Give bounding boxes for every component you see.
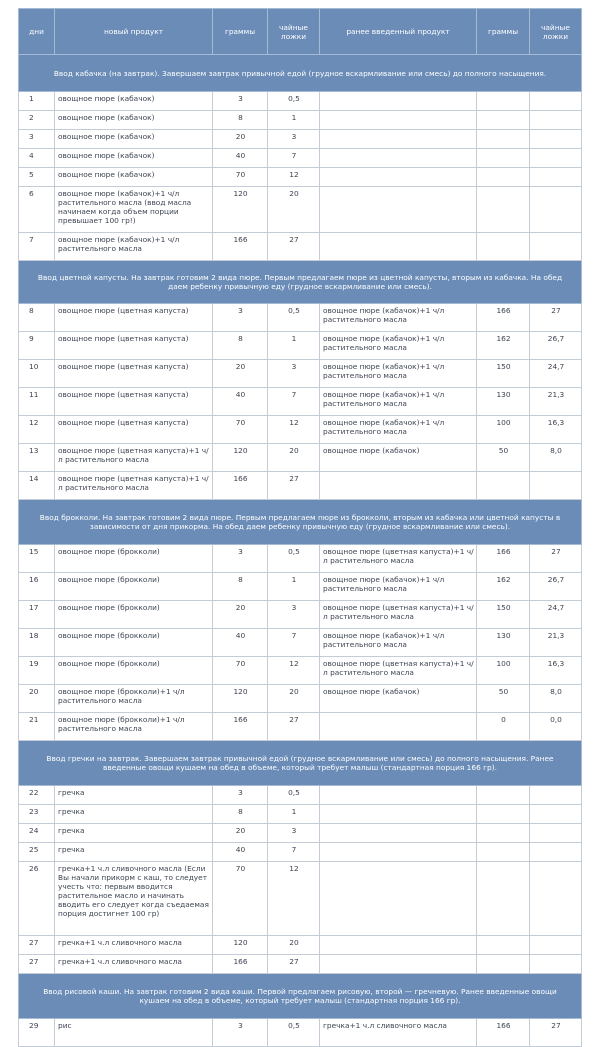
table-row — [19, 168, 582, 187]
grams-cell: 40 — [213, 843, 268, 862]
grams-cell: 70 — [213, 862, 268, 936]
teaspoons-cell: 20 — [268, 187, 320, 233]
grams-cell: 40 — [213, 388, 268, 416]
header-previous-teaspoons: чайные ложки — [530, 9, 582, 55]
grams-cell: 8 — [213, 111, 268, 130]
day-cell: 7 — [19, 233, 55, 261]
section-title: Ввод кабачка (на завтрак). Завершаем завтрак привычной едой (грудное вскармливание или смесь) до полного насыщения. — [19, 55, 582, 92]
table-body — [19, 55, 582, 1047]
previous-product-cell: овощное пюре (кабачок)+1 ч/л растительного масла — [320, 416, 477, 444]
teaspoons-cell: 1 — [268, 111, 320, 130]
new-product-cell: овощное пюре (кабачок)+1 ч/л растительного масла (ввод масла начинаем когда объем порции превышает 100 гр!) — [55, 187, 213, 233]
section-header-row — [19, 261, 582, 304]
table-row — [19, 92, 582, 111]
previous-grams-cell: 130 — [477, 388, 530, 416]
previous-grams-cell: 50 — [477, 685, 530, 713]
day-cell: 10 — [19, 360, 55, 388]
previous-grams-cell: 150 — [477, 360, 530, 388]
previous-teaspoons-cell: 16,3 — [530, 416, 582, 444]
section-title: Ввод рисовой каши. На завтрак готовим 2 вида каши. Первой предлагаем рисовую, второй — гречневую. Ранее введенные овощи кушаем на обед в объеме, который требует малыш (стандартная порция 166 гр). — [19, 974, 582, 1019]
section-header-row — [19, 974, 582, 1019]
teaspoons-cell: 1 — [268, 332, 320, 360]
day-cell: 11 — [19, 388, 55, 416]
previous-grams-cell: 100 — [477, 416, 530, 444]
previous-product-cell — [320, 149, 477, 168]
table-row — [19, 388, 582, 416]
previous-product-cell: овощное пюре (кабачок)+1 ч/л растительного масла — [320, 360, 477, 388]
new-product-cell: гречка — [55, 786, 213, 805]
previous-teaspoons-cell: 27 — [530, 545, 582, 573]
new-product-cell: овощное пюре (кабачок) — [55, 168, 213, 187]
table-row — [19, 130, 582, 149]
grams-cell: 166 — [213, 955, 268, 974]
grams-cell: 3 — [213, 304, 268, 332]
new-product-cell: овощное пюре (брокколи)+1 ч/л растительного масла — [55, 713, 213, 741]
table-row — [19, 233, 582, 261]
header-days: дни — [19, 9, 55, 55]
teaspoons-cell: 27 — [268, 472, 320, 500]
table-row — [19, 545, 582, 573]
new-product-cell: гречка — [55, 843, 213, 862]
previous-product-cell — [320, 786, 477, 805]
previous-product-cell: овощное пюре (кабачок)+1 ч/л растительного масла — [320, 304, 477, 332]
grams-cell: 120 — [213, 444, 268, 472]
previous-product-cell — [320, 824, 477, 843]
previous-product-cell: овощное пюре (кабачок) — [320, 444, 477, 472]
table-row — [19, 149, 582, 168]
previous-product-cell — [320, 955, 477, 974]
table-row — [19, 955, 582, 974]
previous-teaspoons-cell — [530, 187, 582, 233]
previous-grams-cell — [477, 843, 530, 862]
previous-teaspoons-cell: 16,3 — [530, 657, 582, 685]
teaspoons-cell: 12 — [268, 862, 320, 936]
table-row — [19, 601, 582, 629]
new-product-cell: овощное пюре (кабачок) — [55, 130, 213, 149]
teaspoons-cell: 20 — [268, 685, 320, 713]
previous-grams-cell — [477, 824, 530, 843]
teaspoons-cell: 12 — [268, 657, 320, 685]
new-product-cell: овощное пюре (цветная капуста) — [55, 360, 213, 388]
previous-teaspoons-cell — [530, 824, 582, 843]
previous-product-cell — [320, 936, 477, 955]
new-product-cell: овощное пюре (цветная капуста) — [55, 416, 213, 444]
previous-grams-cell — [477, 130, 530, 149]
teaspoons-cell: 3 — [268, 601, 320, 629]
previous-teaspoons-cell — [530, 472, 582, 500]
teaspoons-cell: 7 — [268, 388, 320, 416]
previous-grams-cell: 162 — [477, 573, 530, 601]
previous-teaspoons-cell: 26,7 — [530, 573, 582, 601]
teaspoons-cell: 27 — [268, 233, 320, 261]
grams-cell: 3 — [213, 1019, 268, 1047]
previous-product-cell — [320, 713, 477, 741]
grams-cell: 40 — [213, 629, 268, 657]
day-cell: 5 — [19, 168, 55, 187]
day-cell: 16 — [19, 573, 55, 601]
new-product-cell: овощное пюре (кабачок) — [55, 149, 213, 168]
grams-cell: 20 — [213, 360, 268, 388]
previous-teaspoons-cell — [530, 149, 582, 168]
previous-product-cell: овощное пюре (цветная капуста)+1 ч/л растительного масла — [320, 601, 477, 629]
previous-teaspoons-cell — [530, 130, 582, 149]
teaspoons-cell: 7 — [268, 629, 320, 657]
grams-cell: 8 — [213, 332, 268, 360]
table-row — [19, 332, 582, 360]
day-cell: 9 — [19, 332, 55, 360]
complementary-feeding-table — [18, 8, 582, 1047]
previous-teaspoons-cell — [530, 233, 582, 261]
previous-teaspoons-cell: 0,0 — [530, 713, 582, 741]
grams-cell: 20 — [213, 601, 268, 629]
teaspoons-cell: 20 — [268, 936, 320, 955]
table-row — [19, 629, 582, 657]
day-cell: 15 — [19, 545, 55, 573]
previous-product-cell — [320, 843, 477, 862]
grams-cell: 166 — [213, 472, 268, 500]
day-cell: 29 — [19, 1019, 55, 1047]
previous-grams-cell — [477, 786, 530, 805]
table-row — [19, 444, 582, 472]
section-title: Ввод цветной капусты. На завтрак готовим 2 вида пюре. Первым предлагаем пюре из цветной капусты, вторым из кабачка. На обед даем ребенку привычную еду (грудное вскармливание или смесь). — [19, 261, 582, 304]
teaspoons-cell: 27 — [268, 955, 320, 974]
previous-grams-cell — [477, 168, 530, 187]
previous-teaspoons-cell: 26,7 — [530, 332, 582, 360]
previous-grams-cell: 0 — [477, 713, 530, 741]
new-product-cell: овощное пюре (брокколи) — [55, 601, 213, 629]
new-product-cell: овощное пюре (цветная капуста)+1 ч/л растительного масла — [55, 444, 213, 472]
teaspoons-cell: 0,5 — [268, 545, 320, 573]
grams-cell: 8 — [213, 573, 268, 601]
previous-teaspoons-cell — [530, 955, 582, 974]
previous-grams-cell: 130 — [477, 629, 530, 657]
previous-product-cell — [320, 130, 477, 149]
day-cell: 1 — [19, 92, 55, 111]
day-cell: 21 — [19, 713, 55, 741]
day-cell: 26 — [19, 862, 55, 936]
previous-product-cell: овощное пюре (кабачок)+1 ч/л растительного масла — [320, 573, 477, 601]
previous-grams-cell — [477, 805, 530, 824]
previous-grams-cell — [477, 472, 530, 500]
previous-teaspoons-cell: 27 — [530, 1019, 582, 1047]
previous-product-cell: овощное пюре (цветная капуста)+1 ч/л растительного масла — [320, 657, 477, 685]
previous-product-cell — [320, 187, 477, 233]
grams-cell: 70 — [213, 416, 268, 444]
new-product-cell: рис — [55, 1019, 213, 1047]
grams-cell: 3 — [213, 786, 268, 805]
header-previous-product: ранее введенный продукт — [320, 9, 477, 55]
header-grams: граммы — [213, 9, 268, 55]
table-row — [19, 304, 582, 332]
table-row — [19, 805, 582, 824]
header-new-product: новый продукт — [55, 9, 213, 55]
day-cell: 18 — [19, 629, 55, 657]
previous-product-cell — [320, 111, 477, 130]
day-cell: 19 — [19, 657, 55, 685]
previous-teaspoons-cell — [530, 936, 582, 955]
table-row — [19, 1019, 582, 1047]
table-row — [19, 824, 582, 843]
day-cell: 14 — [19, 472, 55, 500]
section-header-row — [19, 741, 582, 786]
new-product-cell: гречка+1 ч.л сливочного масла (Если Вы начали прикорм с каш, то следует учесть что: первым вводится растительное масло и начинать вводить его следует когда съедаемая порция достигнет 100 гр) — [55, 862, 213, 936]
previous-grams-cell — [477, 955, 530, 974]
previous-product-cell: овощное пюре (цветная капуста)+1 ч/л растительного масла — [320, 545, 477, 573]
new-product-cell: овощное пюре (брокколи) — [55, 629, 213, 657]
new-product-cell: овощное пюре (цветная капуста) — [55, 332, 213, 360]
previous-grams-cell — [477, 92, 530, 111]
grams-cell: 20 — [213, 824, 268, 843]
previous-grams-cell: 50 — [477, 444, 530, 472]
header-teaspoons: чайные ложки — [268, 9, 320, 55]
previous-grams-cell — [477, 149, 530, 168]
previous-teaspoons-cell — [530, 805, 582, 824]
new-product-cell: овощное пюре (брокколи)+1 ч/л растительного масла — [55, 685, 213, 713]
new-product-cell: овощное пюре (цветная капуста) — [55, 388, 213, 416]
previous-product-cell: овощное пюре (кабачок) — [320, 685, 477, 713]
day-cell: 23 — [19, 805, 55, 824]
previous-teaspoons-cell: 8,0 — [530, 685, 582, 713]
teaspoons-cell: 0,5 — [268, 92, 320, 111]
grams-cell: 8 — [213, 805, 268, 824]
previous-grams-cell: 162 — [477, 332, 530, 360]
grams-cell: 166 — [213, 713, 268, 741]
previous-teaspoons-cell — [530, 843, 582, 862]
previous-grams-cell — [477, 936, 530, 955]
new-product-cell: овощное пюре (кабачок)+1 ч/л растительного масла — [55, 233, 213, 261]
teaspoons-cell: 20 — [268, 444, 320, 472]
previous-product-cell — [320, 862, 477, 936]
day-cell: 6 — [19, 187, 55, 233]
table-row — [19, 685, 582, 713]
teaspoons-cell: 7 — [268, 843, 320, 862]
table-row — [19, 416, 582, 444]
teaspoons-cell: 3 — [268, 130, 320, 149]
previous-product-cell: овощное пюре (кабачок)+1 ч/л растительного масла — [320, 332, 477, 360]
section-title: Ввод гречки на завтрак. Завершаем завтрак привычной едой (грудное вскармливание или смесь) до полного насыщения. Ранее введенные овощи кушаем на обед в объеме, который требует малыш (стандартная порция 166 гр). — [19, 741, 582, 786]
grams-cell: 70 — [213, 168, 268, 187]
table-row — [19, 573, 582, 601]
day-cell: 8 — [19, 304, 55, 332]
grams-cell: 120 — [213, 187, 268, 233]
section-title: Ввод брокколи. На завтрак готовим 2 вида пюре. Первым предлагаем пюре из брокколи, вторым из кабачка или цветной капусты в зависимости от дня прикорма. На обед даем ребенку привычную еду (грудное вскармливание или смесь). — [19, 500, 582, 545]
day-cell: 27 — [19, 955, 55, 974]
new-product-cell: овощное пюре (брокколи) — [55, 657, 213, 685]
table-row — [19, 111, 582, 130]
previous-teaspoons-cell: 21,3 — [530, 388, 582, 416]
grams-cell: 70 — [213, 657, 268, 685]
day-cell: 20 — [19, 685, 55, 713]
grams-cell: 40 — [213, 149, 268, 168]
teaspoons-cell: 12 — [268, 168, 320, 187]
teaspoons-cell: 0,5 — [268, 786, 320, 805]
previous-grams-cell: 166 — [477, 545, 530, 573]
previous-teaspoons-cell — [530, 111, 582, 130]
new-product-cell: овощное пюре (кабачок) — [55, 92, 213, 111]
previous-product-cell — [320, 805, 477, 824]
previous-product-cell — [320, 92, 477, 111]
previous-product-cell — [320, 472, 477, 500]
previous-grams-cell — [477, 187, 530, 233]
day-cell: 12 — [19, 416, 55, 444]
previous-grams-cell — [477, 862, 530, 936]
new-product-cell: овощное пюре (кабачок) — [55, 111, 213, 130]
header-row — [19, 9, 582, 55]
previous-grams-cell: 150 — [477, 601, 530, 629]
day-cell: 13 — [19, 444, 55, 472]
new-product-cell: гречка+1 ч.л сливочного масла — [55, 955, 213, 974]
teaspoons-cell: 7 — [268, 149, 320, 168]
day-cell: 27 — [19, 936, 55, 955]
previous-product-cell — [320, 168, 477, 187]
table-row — [19, 657, 582, 685]
previous-product-cell — [320, 233, 477, 261]
table-row — [19, 786, 582, 805]
previous-teaspoons-cell — [530, 862, 582, 936]
previous-teaspoons-cell: 24,7 — [530, 601, 582, 629]
teaspoons-cell: 12 — [268, 416, 320, 444]
teaspoons-cell: 1 — [268, 573, 320, 601]
grams-cell: 120 — [213, 685, 268, 713]
previous-teaspoons-cell — [530, 92, 582, 111]
table-container — [18, 8, 581, 1047]
previous-teaspoons-cell: 24,7 — [530, 360, 582, 388]
table-row — [19, 713, 582, 741]
new-product-cell: гречка — [55, 805, 213, 824]
previous-grams-cell — [477, 233, 530, 261]
day-cell: 22 — [19, 786, 55, 805]
grams-cell: 166 — [213, 233, 268, 261]
grams-cell: 3 — [213, 545, 268, 573]
previous-grams-cell: 166 — [477, 1019, 530, 1047]
previous-teaspoons-cell: 8,0 — [530, 444, 582, 472]
previous-teaspoons-cell — [530, 786, 582, 805]
day-cell: 3 — [19, 130, 55, 149]
previous-grams-cell: 100 — [477, 657, 530, 685]
teaspoons-cell: 1 — [268, 805, 320, 824]
day-cell: 25 — [19, 843, 55, 862]
new-product-cell: овощное пюре (брокколи) — [55, 573, 213, 601]
previous-product-cell: овощное пюре (кабачок)+1 ч/л растительного масла — [320, 388, 477, 416]
teaspoons-cell: 3 — [268, 824, 320, 843]
new-product-cell: гречка+1 ч.л сливочного масла — [55, 936, 213, 955]
new-product-cell: овощное пюре (цветная капуста) — [55, 304, 213, 332]
teaspoons-cell: 0,5 — [268, 1019, 320, 1047]
previous-teaspoons-cell — [530, 168, 582, 187]
grams-cell: 20 — [213, 130, 268, 149]
day-cell: 17 — [19, 601, 55, 629]
previous-product-cell: гречка+1 ч.л сливочного масла — [320, 1019, 477, 1047]
previous-teaspoons-cell: 27 — [530, 304, 582, 332]
new-product-cell: овощное пюре (брокколи) — [55, 545, 213, 573]
day-cell: 4 — [19, 149, 55, 168]
table-row — [19, 360, 582, 388]
new-product-cell: гречка — [55, 824, 213, 843]
table-row — [19, 862, 582, 936]
previous-grams-cell — [477, 111, 530, 130]
previous-product-cell: овощное пюре (кабачок)+1 ч/л растительного масла — [320, 629, 477, 657]
day-cell: 2 — [19, 111, 55, 130]
table-row — [19, 843, 582, 862]
table-row — [19, 187, 582, 233]
table-row — [19, 472, 582, 500]
section-header-row — [19, 500, 582, 545]
teaspoons-cell: 0,5 — [268, 304, 320, 332]
header-previous-grams: граммы — [477, 9, 530, 55]
new-product-cell: овощное пюре (цветная капуста)+1 ч/л растительного масла — [55, 472, 213, 500]
day-cell: 24 — [19, 824, 55, 843]
grams-cell: 3 — [213, 92, 268, 111]
teaspoons-cell: 3 — [268, 360, 320, 388]
table-row — [19, 936, 582, 955]
previous-grams-cell: 166 — [477, 304, 530, 332]
grams-cell: 120 — [213, 936, 268, 955]
previous-teaspoons-cell: 21,3 — [530, 629, 582, 657]
section-header-row — [19, 55, 582, 92]
teaspoons-cell: 27 — [268, 713, 320, 741]
